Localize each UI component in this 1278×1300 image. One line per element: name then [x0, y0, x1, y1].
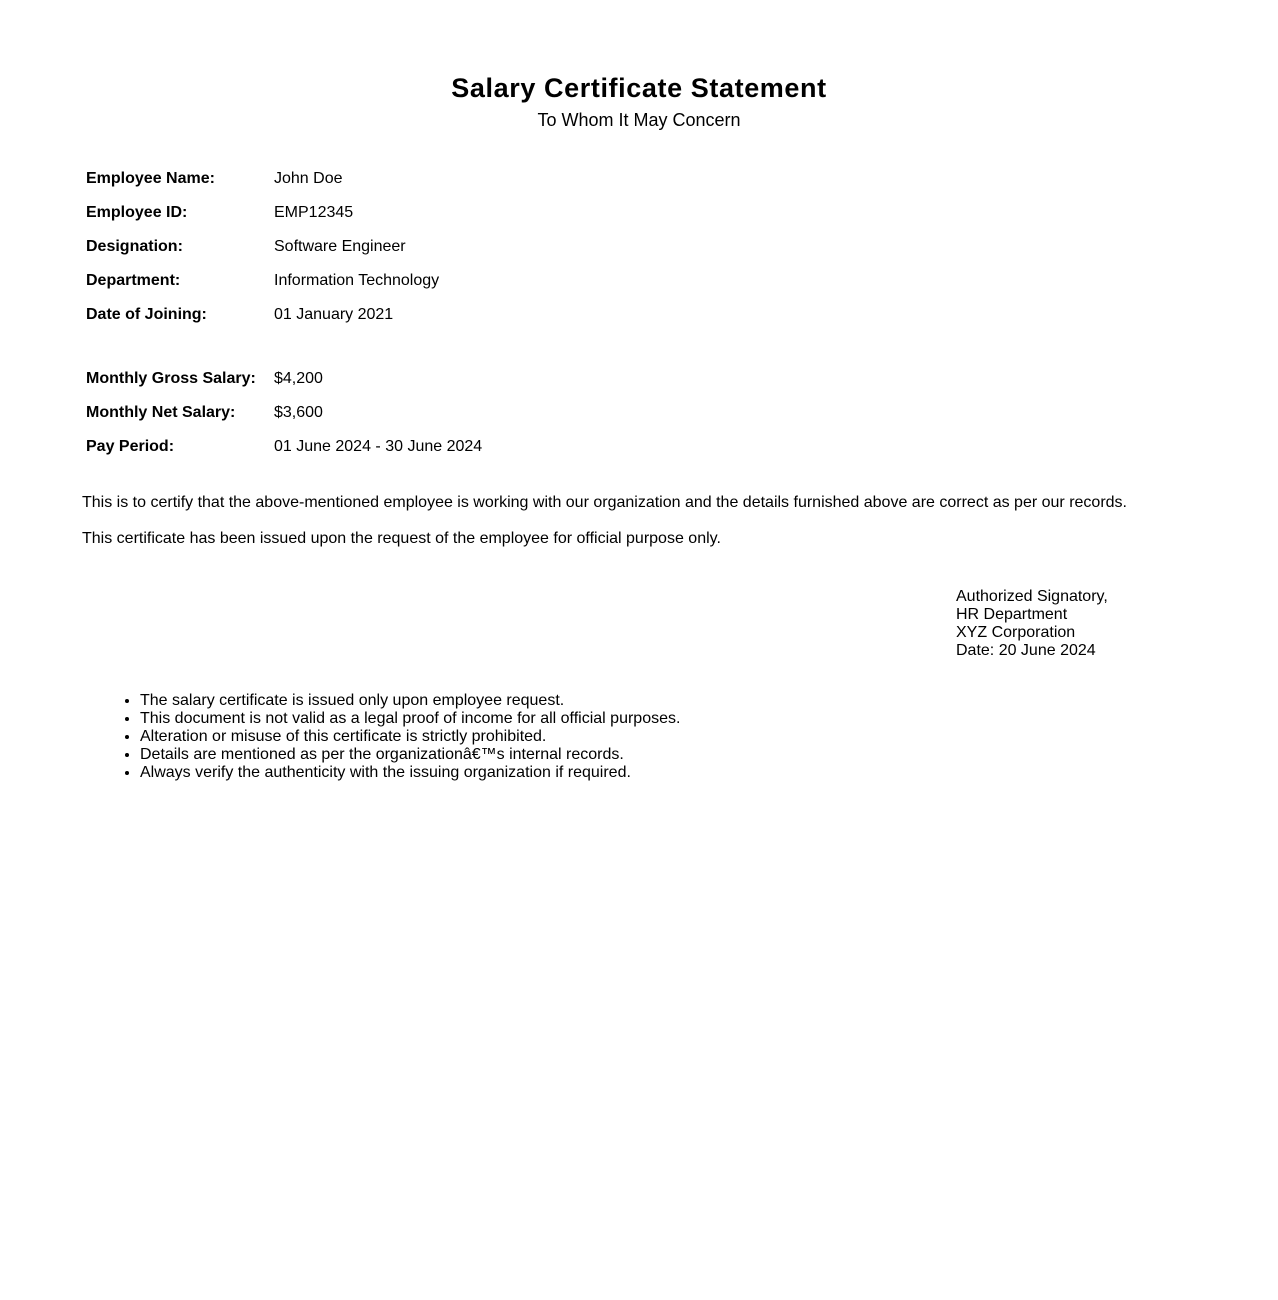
notes-list: [100, 692, 680, 782]
signatory-department: HR Department: [956, 606, 1068, 623]
employee-name-label: Employee Name:: [86, 170, 215, 187]
monthly-gross-salary-label: Monthly Gross Salary:: [86, 370, 256, 387]
pay-period-label: Pay Period:: [86, 438, 175, 455]
signatory-company: XYZ Corporation: [956, 624, 1076, 641]
list-item: • Details are mentioned as per the organizationâ€™s internal records.: [140, 746, 680, 764]
signatory-title: Authorized Signatory,: [956, 588, 1108, 605]
monthly-net-salary-label: Monthly Net Salary:: [86, 404, 236, 421]
list-item: • The salary certificate is issued only upon employee request.: [140, 692, 680, 710]
list-item: • This document is not valid as a legal proof of income for all official purposes.: [140, 710, 680, 728]
signatory-block: [956, 588, 1108, 660]
employee-name-value: John Doe: [274, 170, 343, 187]
employee-id-value: EMP12345: [274, 204, 354, 221]
issuance-paragraph: This certificate has been issued upon the request of the employee for official purpose only.: [82, 530, 721, 547]
list-item: • Alteration or misuse of this certificate is strictly prohibited.: [140, 728, 680, 746]
pay-period-value: 01 June 2024 - 30 June 2024: [274, 438, 483, 455]
department-label: Department:: [86, 272, 181, 289]
document-subtitle: To Whom It May Concern: [537, 110, 741, 130]
signatory-date: Date: 20 June 2024: [956, 642, 1096, 659]
department-value: Information Technology: [274, 272, 440, 289]
document-title: Salary Certificate Statement: [451, 73, 827, 103]
monthly-gross-salary-value: $4,200: [274, 370, 323, 387]
employee-id-label: Employee ID:: [86, 204, 188, 221]
designation-value: Software Engineer: [274, 238, 406, 255]
designation-label: Designation:: [86, 238, 183, 255]
monthly-net-salary-value: $3,600: [274, 404, 323, 421]
date-of-joining-label: Date of Joining:: [86, 306, 207, 323]
date-of-joining-value: 01 January 2021: [274, 306, 394, 323]
certification-paragraph: This is to certify that the above-mentioned employee is working with our organization and the details furnished above are correct as per our records.: [82, 494, 1127, 511]
list-item: • Always verify the authenticity with the issuing organization if required.: [140, 764, 680, 782]
